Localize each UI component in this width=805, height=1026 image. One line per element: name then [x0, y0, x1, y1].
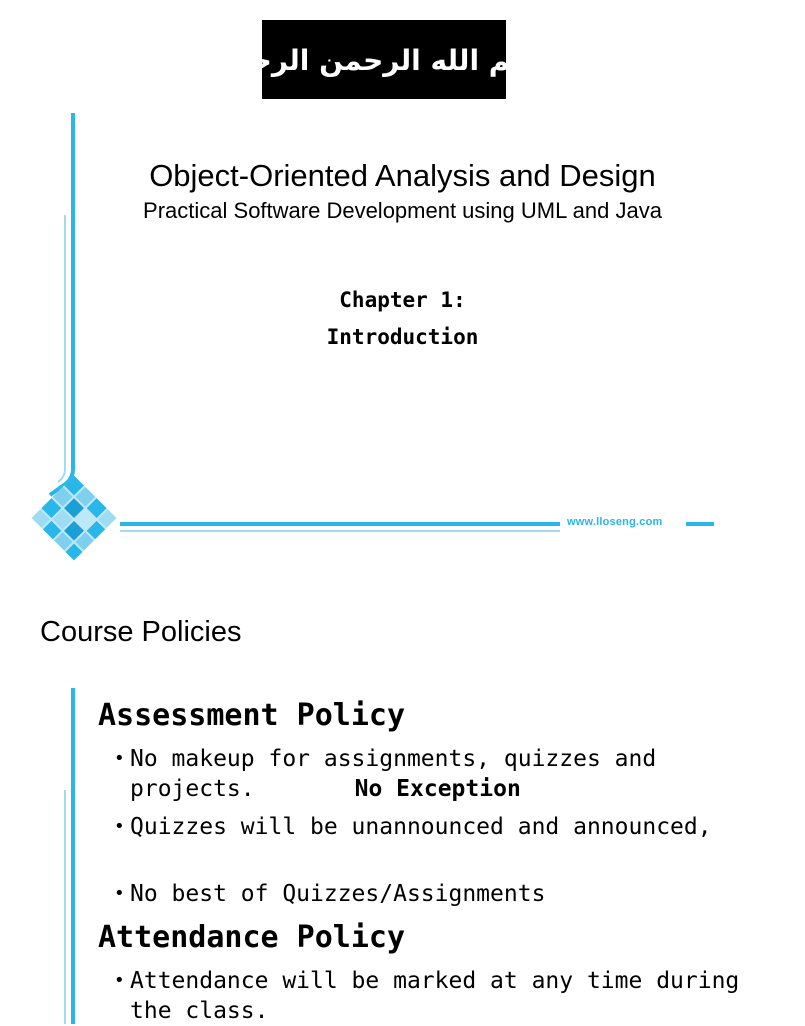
accent-vertical-line [71, 688, 75, 1024]
list-item-text: No makeup for assignments, quizzes and projects. [130, 746, 657, 802]
list-item-text: Quizzes will be unannounced and announced, [130, 814, 712, 840]
attendance-policy-title: Attendance Policy [98, 920, 406, 955]
accent-horizontal-line [120, 522, 560, 526]
chapter-heading [0, 282, 805, 356]
calligraphy-graphic [218, 30, 550, 90]
slide-heading: Course Policies [40, 616, 242, 648]
bismillah-calligraphy [218, 20, 550, 99]
bullet-icon: • [114, 748, 125, 769]
list-item [114, 812, 754, 842]
accent-horizontal-line-thin [120, 530, 560, 532]
chapter-number: Chapter 1: [339, 288, 466, 312]
course-policies-slide [0, 600, 768, 1024]
list-item [114, 744, 754, 804]
list-item-text: No best of Quizzes/Assignments [130, 881, 546, 907]
emphasis-text: No Exception [354, 776, 521, 802]
accent-horizontal-line-end [686, 522, 714, 526]
chapter-title: Introduction [326, 325, 479, 349]
list-item [114, 879, 754, 909]
slide-subtitle: Practical Software Development using UML and Java [143, 198, 662, 223]
list-item-text: Attendance will be marked at any time during the class. [130, 968, 740, 1024]
bullet-icon: • [114, 816, 125, 837]
bullet-icon: • [114, 970, 125, 991]
website-url: www.lloseng.com [567, 516, 663, 528]
slide-title: Object-Oriented Analysis and Design [149, 158, 656, 193]
assessment-policy-title: Assessment Policy [98, 698, 406, 733]
bullet-icon: • [114, 883, 125, 904]
diamond-logo-icon [22, 470, 126, 566]
accent-vertical-line-thin [64, 790, 66, 1024]
list-item [114, 966, 754, 1026]
calligraphy-text: بسم الله الرحمن الرحيم [218, 43, 550, 77]
